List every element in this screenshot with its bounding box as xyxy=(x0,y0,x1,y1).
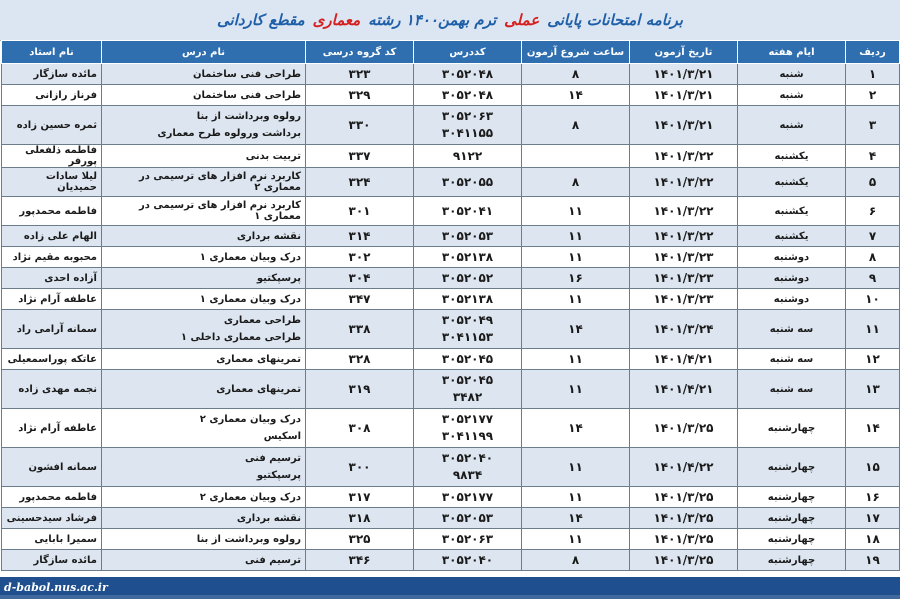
cell-group-code: ۳۰۲ xyxy=(306,247,414,268)
cell-weekday: یکشنبه xyxy=(738,145,846,168)
cell-course-code xyxy=(414,529,522,550)
cell-row-number: ۱ xyxy=(846,64,900,85)
cell-course-code-line: ۳۰۴۱۱۹۹ xyxy=(441,429,494,443)
cell-course-code xyxy=(414,310,522,349)
cell-exam-date: ۱۴۰۱/۳/۲۳ xyxy=(630,247,738,268)
cell-group-code: ۳۱۴ xyxy=(306,226,414,247)
site-label: d-babol.nus.ac.ir xyxy=(4,581,108,594)
cell-course-code-line: ۳۰۴۱۱۵۵ xyxy=(441,126,494,140)
cell-start-time: ۱۱ xyxy=(522,197,630,226)
cell-weekday: سه شنبه xyxy=(738,310,846,349)
cell-course-code-line: ۳۰۵۲۰۶۳ xyxy=(441,531,494,546)
cell-course-code xyxy=(414,85,522,106)
cell-teacher-name: فاطمه محمدپور xyxy=(2,487,102,508)
table-row xyxy=(2,106,900,145)
cell-course-name xyxy=(102,64,306,85)
cell-exam-date: ۱۴۰۱/۳/۲۴ xyxy=(630,310,738,349)
table-row xyxy=(2,85,900,106)
cell-teacher-name: لیلا سادات حمیدیان xyxy=(2,168,102,197)
cell-start-time: ۸ xyxy=(522,168,630,197)
cell-exam-date: ۱۴۰۱/۴/۲۱ xyxy=(630,370,738,409)
cell-start-time: ۱۴ xyxy=(522,310,630,349)
cell-weekday: چهارشنبه xyxy=(738,508,846,529)
cell-course-code-line: ۳۰۵۲۱۷۷ xyxy=(441,489,494,504)
table-row xyxy=(2,268,900,289)
cell-weekday: دوشنبه xyxy=(738,268,846,289)
title-part-5: مقطع کاردانی xyxy=(217,11,305,29)
cell-weekday: یکشنبه xyxy=(738,168,846,197)
cell-weekday: چهارشنبه xyxy=(738,448,846,487)
cell-exam-date: ۱۴۰۱/۳/۲۱ xyxy=(630,106,738,145)
cell-course-code-line: ۳۰۵۲۰۵۳ xyxy=(441,510,494,525)
cell-course-code-line: ۳۰۵۲۱۳۸ xyxy=(441,291,494,306)
cell-row-number: ۱۷ xyxy=(846,508,900,529)
cell-exam-date: ۱۴۰۱/۳/۲۵ xyxy=(630,508,738,529)
cell-course-name xyxy=(102,409,306,448)
cell-group-code: ۳۴۷ xyxy=(306,289,414,310)
cell-course-code xyxy=(414,349,522,370)
cell-row-number: ۱۰ xyxy=(846,289,900,310)
cell-weekday: یکشنبه xyxy=(738,226,846,247)
cell-teacher-name: ثمره حسین زاده xyxy=(2,106,102,145)
cell-start-time: ۸ xyxy=(522,106,630,145)
cell-course-name-line: طراحی معماری xyxy=(223,315,301,326)
table-row xyxy=(2,310,900,349)
cell-course-code-line: ۹۸۳۴ xyxy=(452,468,483,482)
cell-row-number: ۱۵ xyxy=(846,448,900,487)
cell-course-code-line: ۳۰۵۲۰۵۳ xyxy=(441,228,494,243)
cell-start-time: ۱۱ xyxy=(522,529,630,550)
cell-course-name xyxy=(102,145,306,168)
table-row xyxy=(2,409,900,448)
title-part-2: عملی xyxy=(504,11,540,29)
cell-exam-date: ۱۴۰۱/۳/۲۳ xyxy=(630,268,738,289)
cell-teacher-name: عاطفه آرام نژاد xyxy=(2,409,102,448)
title-part-1: برنامه امتحانات پایانی xyxy=(547,11,683,29)
cell-start-time: ۱۱ xyxy=(522,247,630,268)
cell-exam-date: ۱۴۰۱/۳/۲۵ xyxy=(630,409,738,448)
cell-course-code-line: ۳۰۵۲۰۴۰ xyxy=(441,451,494,465)
cell-course-code-line: ۳۰۵۲۰۴۰ xyxy=(441,552,494,567)
table-row xyxy=(2,289,900,310)
cell-course-code-line: ۳۰۵۲۰۵۲ xyxy=(441,270,494,285)
table-row xyxy=(2,550,900,571)
cell-course-name-line: ترسیم فنی xyxy=(245,453,301,464)
cell-course-name xyxy=(102,197,306,226)
cell-group-code: ۳۱۹ xyxy=(306,370,414,409)
cell-course-code xyxy=(414,289,522,310)
cell-weekday: چهارشنبه xyxy=(738,529,846,550)
header-exam-date: تاریخ آزمون xyxy=(630,41,738,64)
cell-start-time: ۸ xyxy=(522,550,630,571)
table-row xyxy=(2,64,900,85)
cell-exam-date: ۱۴۰۱/۳/۲۲ xyxy=(630,168,738,197)
cell-teacher-name: الهام علی زاده xyxy=(2,226,102,247)
cell-row-number: ۱۴ xyxy=(846,409,900,448)
cell-course-name-line: اسکیس xyxy=(263,431,301,442)
header-weekday: ایام هفته xyxy=(738,41,846,64)
cell-row-number: ۹ xyxy=(846,268,900,289)
cell-course-name xyxy=(102,508,306,529)
title-part-3: ترم بهمن۱۴۰۰ رشته xyxy=(368,11,497,29)
cell-course-name-line: تمرینهای معماری xyxy=(216,383,301,395)
cell-course-code xyxy=(414,226,522,247)
cell-exam-date: ۱۴۰۱/۴/۲۲ xyxy=(630,448,738,487)
cell-course-name xyxy=(102,268,306,289)
cell-course-name-line: طراحی فنی ساختمان xyxy=(193,68,301,80)
cell-course-name xyxy=(102,247,306,268)
cell-start-time: ۱۱ xyxy=(522,349,630,370)
cell-start-time: ۱۴ xyxy=(522,508,630,529)
table-body xyxy=(2,64,900,571)
cell-course-code xyxy=(414,247,522,268)
cell-teacher-name: مائده سازگار xyxy=(2,550,102,571)
cell-teacher-name: فرشاد سیدحسینی xyxy=(2,508,102,529)
cell-course-code xyxy=(414,487,522,508)
cell-course-name-line: درک وبیان معماری ۲ xyxy=(199,491,301,503)
cell-course-code xyxy=(414,168,522,197)
cell-row-number: ۳ xyxy=(846,106,900,145)
title-part-4: معماری xyxy=(312,11,361,29)
cell-row-number: ۲ xyxy=(846,85,900,106)
cell-group-code: ۳۰۱ xyxy=(306,197,414,226)
cell-row-number: ۱۳ xyxy=(846,370,900,409)
cell-course-name-line: برداشت ورولوه طرح معماری xyxy=(157,128,301,139)
cell-group-code: ۳۰۸ xyxy=(306,409,414,448)
cell-course-name xyxy=(102,310,306,349)
cell-row-number: ۱۹ xyxy=(846,550,900,571)
cell-group-code: ۳۲۹ xyxy=(306,85,414,106)
cell-start-time: ۱۶ xyxy=(522,268,630,289)
cell-course-name-line: کاربرد نرم افزار های ترسیمی در معماری ۲ xyxy=(139,171,301,193)
cell-course-name-line: پرسپکتیو xyxy=(256,470,301,481)
cell-start-time: ۱۱ xyxy=(522,487,630,508)
cell-course-name-line: رولوه وبرداشت از بنا xyxy=(196,533,301,545)
cell-course-name xyxy=(102,106,306,145)
cell-course-code xyxy=(414,197,522,226)
cell-weekday: سه شنبه xyxy=(738,349,846,370)
cell-course-name-line: تمرینهای معماری xyxy=(216,353,301,365)
cell-course-code-line: ۳۰۵۲۰۴۸ xyxy=(441,66,494,81)
cell-course-code xyxy=(414,106,522,145)
cell-course-name-line: درک وبیان معماری ۲ xyxy=(199,414,301,425)
cell-teacher-name: فاطمه ذلفعلی پورفر xyxy=(2,145,102,168)
page-title xyxy=(0,0,900,41)
cell-weekday: دوشنبه xyxy=(738,289,846,310)
cell-course-code xyxy=(414,550,522,571)
cell-course-code-line: ۳۰۴۱۱۵۳ xyxy=(441,330,494,344)
cell-group-code: ۳۳۸ xyxy=(306,310,414,349)
cell-course-code-line: ۳۰۵۲۱۳۸ xyxy=(441,249,494,264)
cell-exam-date: ۱۴۰۱/۳/۲۱ xyxy=(630,85,738,106)
cell-teacher-name: عاتکه پوراسمعیلی xyxy=(2,349,102,370)
cell-course-code-line: ۳۰۵۲۰۶۳ xyxy=(441,109,494,123)
cell-row-number: ۷ xyxy=(846,226,900,247)
cell-course-code-line: ۳۰۵۲۰۵۵ xyxy=(441,174,494,189)
cell-course-name xyxy=(102,529,306,550)
cell-teacher-name: سمانه افشون xyxy=(2,448,102,487)
cell-teacher-name: فرناز رازانی xyxy=(2,85,102,106)
cell-course-name-line: کاربرد نرم افزار های ترسیمی در معماری ۱ xyxy=(139,200,301,222)
cell-row-number: ۱۱ xyxy=(846,310,900,349)
cell-start-time: ۱۱ xyxy=(522,226,630,247)
cell-course-name xyxy=(102,550,306,571)
cell-course-name-line: تربیت بدنی xyxy=(245,150,301,162)
table-row xyxy=(2,197,900,226)
table-row xyxy=(2,168,900,197)
cell-teacher-name: سمیرا بابایی xyxy=(2,529,102,550)
cell-group-code: ۳۲۵ xyxy=(306,529,414,550)
cell-teacher-name: آزاده احدی xyxy=(2,268,102,289)
cell-group-code: ۳۱۸ xyxy=(306,508,414,529)
cell-course-code xyxy=(414,145,522,168)
cell-course-code-line: ۳۰۵۲۱۷۷ xyxy=(441,412,494,426)
cell-group-code: ۳۲۴ xyxy=(306,168,414,197)
cell-row-number: ۱۸ xyxy=(846,529,900,550)
table-row xyxy=(2,247,900,268)
cell-group-code: ۳۲۳ xyxy=(306,64,414,85)
header-row-number: ردیف xyxy=(846,41,900,64)
table-row xyxy=(2,487,900,508)
cell-course-name xyxy=(102,289,306,310)
cell-exam-date: ۱۴۰۱/۳/۲۵ xyxy=(630,529,738,550)
cell-weekday: یکشنبه xyxy=(738,197,846,226)
table-row xyxy=(2,448,900,487)
cell-course-name-line: طراحی معماری داخلی ۱ xyxy=(180,332,301,343)
cell-exam-date: ۱۴۰۱/۳/۲۵ xyxy=(630,550,738,571)
header-start-time: ساعت شروع آزمون xyxy=(522,41,630,64)
cell-course-code-line: ۳۰۵۲۰۴۸ xyxy=(441,87,494,102)
cell-course-name-line: پرسپکتیو xyxy=(256,272,301,284)
cell-course-code xyxy=(414,448,522,487)
cell-course-name xyxy=(102,226,306,247)
cell-course-name-line: درک وبیان معماری ۱ xyxy=(199,293,301,305)
cell-course-code-line: ۹۱۲۲ xyxy=(452,148,483,163)
cell-course-code-line: ۳۰۵۲۰۴۵ xyxy=(441,373,494,387)
cell-teacher-name: سمانه آرامی راد xyxy=(2,310,102,349)
cell-teacher-name: فاطمه محمدپور xyxy=(2,197,102,226)
cell-teacher-name: محبوبه مقیم نژاد xyxy=(2,247,102,268)
header-course-name: نام درس xyxy=(102,41,306,64)
cell-weekday: چهارشنبه xyxy=(738,550,846,571)
cell-exam-date: ۱۴۰۱/۳/۲۳ xyxy=(630,289,738,310)
cell-course-name-line: نقشه برداری xyxy=(236,512,301,524)
table-row xyxy=(2,145,900,168)
cell-course-code-line: ۳۰۵۲۰۴۵ xyxy=(441,351,494,366)
cell-course-name xyxy=(102,448,306,487)
cell-group-code: ۳۰۰ xyxy=(306,448,414,487)
cell-course-name xyxy=(102,487,306,508)
cell-course-name xyxy=(102,349,306,370)
cell-group-code: ۳۴۶ xyxy=(306,550,414,571)
cell-course-code xyxy=(414,409,522,448)
cell-row-number: ۵ xyxy=(846,168,900,197)
cell-start-time: ۱۱ xyxy=(522,289,630,310)
cell-start-time: ۱۴ xyxy=(522,409,630,448)
header-course-code: کددرس xyxy=(414,41,522,64)
cell-row-number: ۱۲ xyxy=(846,349,900,370)
cell-weekday: شنبه xyxy=(738,106,846,145)
table-header-row xyxy=(2,41,900,64)
footer-strip xyxy=(0,595,900,599)
cell-teacher-name: مائده سازگار xyxy=(2,64,102,85)
header-teacher-name: نام استاد xyxy=(2,41,102,64)
cell-course-code-line: ۳۴۸۲ xyxy=(452,390,483,404)
footer-bar xyxy=(0,577,900,599)
table-row xyxy=(2,349,900,370)
cell-group-code: ۳۳۰ xyxy=(306,106,414,145)
cell-weekday: شنبه xyxy=(738,64,846,85)
cell-course-code xyxy=(414,64,522,85)
cell-course-name-line: رولوه وبرداشت از بنا xyxy=(196,111,301,122)
cell-start-time xyxy=(522,145,630,168)
cell-weekday: دوشنبه xyxy=(738,247,846,268)
cell-group-code: ۳۰۴ xyxy=(306,268,414,289)
table-row xyxy=(2,508,900,529)
cell-course-code xyxy=(414,268,522,289)
cell-exam-date: ۱۴۰۱/۳/۲۲ xyxy=(630,145,738,168)
cell-row-number: ۸ xyxy=(846,247,900,268)
cell-group-code: ۳۳۷ xyxy=(306,145,414,168)
table-row xyxy=(2,226,900,247)
cell-teacher-name: نجمه مهدی زاده xyxy=(2,370,102,409)
cell-row-number: ۴ xyxy=(846,145,900,168)
cell-weekday: چهارشنبه xyxy=(738,487,846,508)
cell-course-code-line: ۳۰۵۲۰۴۹ xyxy=(441,313,494,327)
cell-exam-date: ۱۴۰۱/۳/۲۲ xyxy=(630,226,738,247)
header-group-code: کد گروه درسی xyxy=(306,41,414,64)
cell-start-time: ۱۴ xyxy=(522,85,630,106)
cell-weekday: چهارشنبه xyxy=(738,409,846,448)
cell-course-name-line: ترسیم فنی xyxy=(245,554,301,566)
cell-group-code: ۳۱۷ xyxy=(306,487,414,508)
cell-course-code xyxy=(414,508,522,529)
cell-course-code xyxy=(414,370,522,409)
cell-course-name xyxy=(102,370,306,409)
cell-exam-date: ۱۴۰۱/۳/۲۱ xyxy=(630,64,738,85)
cell-row-number: ۱۶ xyxy=(846,487,900,508)
cell-exam-date: ۱۴۰۱/۳/۲۲ xyxy=(630,197,738,226)
cell-course-name-line: طراحی فنی ساختمان xyxy=(193,89,301,101)
cell-weekday: شنبه xyxy=(738,85,846,106)
cell-exam-date: ۱۴۰۱/۳/۲۵ xyxy=(630,487,738,508)
cell-weekday: سه شنبه xyxy=(738,370,846,409)
cell-course-name-line: نقشه برداری xyxy=(236,230,301,242)
cell-row-number: ۶ xyxy=(846,197,900,226)
cell-start-time: ۸ xyxy=(522,64,630,85)
cell-group-code: ۳۲۸ xyxy=(306,349,414,370)
table-row xyxy=(2,529,900,550)
cell-course-name-line: درک وبیان معماری ۱ xyxy=(199,251,301,263)
cell-exam-date: ۱۴۰۱/۴/۲۱ xyxy=(630,349,738,370)
exam-table xyxy=(1,40,900,571)
cell-start-time: ۱۱ xyxy=(522,448,630,487)
cell-start-time: ۱۱ xyxy=(522,370,630,409)
cell-teacher-name: عاطفه آرام نژاد xyxy=(2,289,102,310)
table-row xyxy=(2,370,900,409)
cell-course-code-line: ۳۰۵۲۰۴۱ xyxy=(441,203,494,218)
cell-course-name xyxy=(102,85,306,106)
cell-course-name xyxy=(102,168,306,197)
